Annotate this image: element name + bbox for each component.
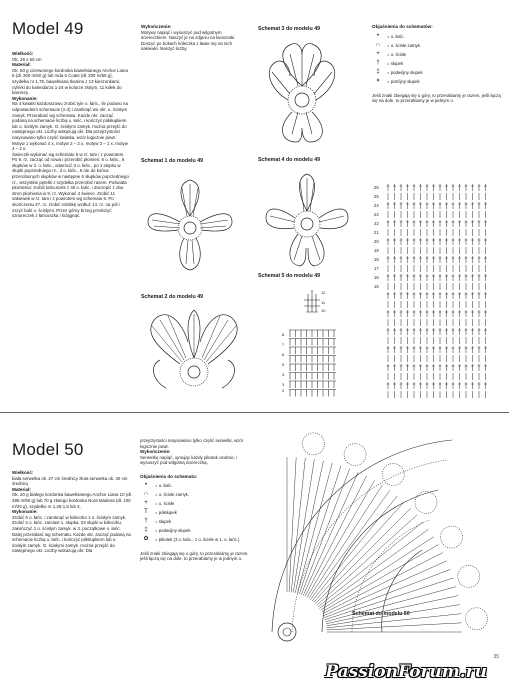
size-heading: Wielkość: bbox=[12, 51, 34, 56]
legend-text: = słupek bbox=[155, 519, 172, 525]
schema4-title: Schemat 4 do modelu 49 bbox=[258, 157, 321, 163]
m50-legend-item bbox=[140, 509, 256, 518]
work50-text: Zrobić 6 o. łańc. i zamknąć w kółeczko 1 o. ścisłym zamyk. Zrobić 3 o. łańc. zamiast 1. słupka, 23 słupki w kółeczku, zakończyć 1 o. ścisłym zamyk. w 3. początkowe o. łańc. Dalej przerabiać wg schematu. Każde okr. zacząć podaną na schemacie liczbą o. łańc. i kończyć półsłupkiem lub o. ścisłym zamyk. O. ścisłymi zamyk. można przejść do następnego okr. Liczby wskazują okr. Dla bbox=[12, 514, 131, 554]
legend-text: = pikotek (3 o. łańc., 1 o. ścisłe w 1. o. łańc.) bbox=[155, 537, 240, 543]
svg-text:3: 3 bbox=[282, 382, 285, 387]
schema4-diagram bbox=[262, 170, 352, 270]
schema1-title: Schemat 1 do modelu 49 bbox=[141, 158, 204, 164]
m49-legend-item bbox=[372, 51, 502, 60]
work-text: Na 4 kwiatki każdorazowo zrobić tyle o. łańc., ile podano na odpowiednim schemacie (1-4) i zamknąć we okr. o. ścisłym zamyk. Przerabiać wg schematu. Każde okr. zacząć podaną na schemacie liczbą o. łańc. i kończyć półsłupkiem lub o. ścisłym zamyk. O. ścisłymi zamyk. można przejść do następnego okr. Liczby wskazują okr. Dla przejrzystości narysowano tylko część kwiatka, wzór łogicznie powt. Motyw 1 wykonać 4 x, motyw 2 – 2 x, motyw 3 – 1 x, motyw 4 – 2 x. bbox=[12, 101, 128, 152]
legend-text: = podwójny słupek bbox=[155, 528, 191, 534]
stitch-symbol-icon: ‡ bbox=[144, 527, 148, 534]
m49-legend-item bbox=[372, 69, 502, 78]
size-text: Ok. 29 x 60 cm bbox=[12, 56, 42, 62]
row-number-label: 21 bbox=[374, 230, 379, 235]
size50-heading: Wielkość: bbox=[12, 470, 34, 475]
m50-legend-item bbox=[140, 518, 256, 527]
svg-text:2: 2 bbox=[282, 388, 285, 393]
stitch-symbol-icon: † bbox=[376, 60, 380, 67]
finish-text: Motywy napiąć i wysuszyć pod wilgotnym ściereczkiem. Naszyć je na zdjęciu na kieszonki. Doszyć po bokach kółeczka z ławie się na nich sakiewki. Naszyć liczby. bbox=[141, 29, 236, 52]
svg-text:5: 5 bbox=[282, 362, 285, 367]
stitch-symbol-icon: ⧧ bbox=[376, 78, 380, 85]
m50-legend-item bbox=[140, 536, 256, 545]
svg-text:6: 6 bbox=[282, 352, 285, 357]
row-number-label: 19 bbox=[374, 248, 379, 253]
legend-text: = o. ścisłe zamyk. bbox=[155, 492, 190, 498]
cont50-text: przejrzystości narysowano tylko część serwetki, wzór łogicznie powt. bbox=[140, 438, 244, 449]
watermark: PassionForum.ru bbox=[325, 662, 487, 682]
schema50-title: Schemat do modelu 50 bbox=[352, 611, 410, 617]
schema1-diagram bbox=[140, 170, 240, 280]
legend-text: = o. łańc. bbox=[155, 483, 173, 489]
row-number-label: 17 bbox=[374, 266, 379, 271]
stitch-symbol-icon: ∩ bbox=[143, 491, 149, 498]
finish50-text: Serwetkę napiąć, ujmując każdy pikotek osobno, i wysuszyć pod wilgotną ściereczką. bbox=[140, 454, 237, 466]
legend-text: = potrójny słupek bbox=[387, 79, 420, 85]
m50-legend-item bbox=[140, 491, 256, 500]
model50-mid-col bbox=[140, 438, 256, 562]
row-number-label: 24 bbox=[374, 203, 379, 208]
schema2-title: Schemat 2 do modelu 49 bbox=[141, 294, 204, 300]
material50-heading: Materiał: bbox=[12, 486, 31, 492]
svg-text:12: 12 bbox=[321, 290, 326, 295]
row-number-label: 23 bbox=[374, 212, 379, 217]
legend-text: = półsłupek bbox=[155, 510, 177, 516]
stitch-symbol-icon: • bbox=[376, 33, 380, 40]
material-text: Ok. 50 g czerwonego kordonka bawełnianego Anchor Liana 5 (dł. 200 m/50 g) lub Aida 5 Coats (dł. 200 m/50 g), szydełko nr 1,75, bawełniana tkanina z 13 kieszonkami, cyferki do kalendarza 1-24 w kolorze złotym, 11 kółek do karniszy. bbox=[12, 67, 128, 96]
legend-text: = słupek bbox=[387, 61, 404, 67]
m49-legend-item bbox=[372, 78, 502, 87]
section-divider bbox=[0, 412, 509, 413]
model50-text-col bbox=[12, 470, 132, 554]
stitch-symbol-icon: † bbox=[144, 518, 148, 525]
m50-legend-item bbox=[140, 527, 256, 536]
legend50-note: Jeśli znaki zbiegają się u góry, to przerabiamy je razem, jeśli łączą się na dole, to przerabiamy je w jednym o. bbox=[140, 550, 249, 562]
legend-text: = o. ścisłe bbox=[387, 52, 407, 58]
schema2-diagram bbox=[138, 302, 250, 394]
stitch-symbol-icon: + bbox=[144, 500, 148, 507]
model49-finish-col bbox=[141, 24, 249, 52]
legend-text: = podwójny słupek bbox=[387, 70, 423, 76]
stitch-symbol-icon: + bbox=[376, 51, 380, 58]
schema5-title: Schemat 5 do modelu 49 bbox=[258, 273, 321, 279]
row-number-label: 20 bbox=[374, 239, 379, 244]
model50-title: Model 50 bbox=[12, 440, 84, 459]
stitch-symbol-icon: • bbox=[144, 482, 148, 489]
legend50-heading: Objaśnienia do schematu: bbox=[140, 473, 198, 479]
legend-text: = o. łańc. bbox=[387, 34, 405, 40]
m49-legend-item bbox=[372, 60, 502, 69]
stitch-symbol-icon: T bbox=[144, 509, 148, 516]
stitch-symbol-icon: ✿ bbox=[143, 536, 149, 543]
row-number-label: 26 bbox=[374, 185, 379, 190]
schema6-diagram bbox=[370, 176, 506, 406]
svg-text:11: 11 bbox=[321, 300, 326, 305]
material50-text: Ok. 20 g białego kordonka bawełnianego Anchor Liana 10 (dł. 285 m/50 g) lub 70 g złotego kordonka Nora Madeira (dł. 100 m/25 g), szydełko nr 1,25-1,5 lub 2. bbox=[12, 492, 132, 509]
legend-text: = o. ścisłe bbox=[155, 501, 175, 507]
svg-text:4: 4 bbox=[282, 372, 285, 377]
finish50-heading: Wykończenie: bbox=[140, 449, 171, 455]
stitch-symbol-icon: ‡ bbox=[376, 69, 380, 76]
row-number-label: 22 bbox=[374, 221, 379, 226]
size50-text: biała serwetka ok. 27 cm średnicy złota serwetka ok. 40 cm średnicy bbox=[12, 475, 128, 487]
finish-heading: Wykończenie: bbox=[141, 24, 172, 29]
work-heading: Wykonanie: bbox=[12, 95, 38, 101]
schema3-title: Schemat 3 do modelu 49 bbox=[258, 26, 321, 32]
row-number-label: 16 bbox=[374, 275, 379, 280]
page-number: 35 bbox=[493, 654, 499, 660]
work50-heading: Wykonanie: bbox=[12, 509, 38, 515]
legend-text: = o. ścisłe zamyk. bbox=[387, 43, 422, 49]
legend-note: Jeśli znaki zbiegają się u góry, to przerabiamy je razem, jeśli łączą się na dole, to przerabiamy je w jednym o. bbox=[372, 92, 501, 104]
row-number-label: 25 bbox=[374, 194, 379, 199]
model49-text-col bbox=[12, 51, 129, 219]
row-number-label: 15 bbox=[374, 284, 379, 289]
schema3-diagram bbox=[262, 38, 342, 146]
row-number-label: 18 bbox=[374, 257, 379, 262]
model49-legend bbox=[372, 24, 502, 104]
schema5-diagram bbox=[280, 286, 352, 396]
candle-text: Świeczki wykonać wg schematu 5 w rz. tam i z powrotem. Po 9. rz. zacząć od nowa i przerobić płomień. 6 o. łańc., 6 słupków w 3. o. łańc., odwrócić 3 o. łańc., po 1 słupku w słupki poprzedniego rz., 3 o. łańc., 6 nie do końca przerobionych słupków w następne 6 słupków poprzedniego rz., wszystkie pętelki z szydełka przerobić razem. Poświata płomienia: zrobić łańcuszek z 40 o. łańc. i doczepić z obu stron płomienia w 9. rz. Wykonać 4 świece. Zrobić 11 sakiewek w rz. tam i z powrotem wg schematu 6. Po skończeniu 27. rz. zrobić robótkę wzdłuż 14. rz. na pół i zszyć boki o. ścisłymi. Przez górny brzeg przełożyć sznureczek z łańcuszka i ściągnąć. bbox=[12, 151, 129, 219]
stitch-symbol-icon: ∩ bbox=[375, 42, 381, 49]
svg-text:10: 10 bbox=[321, 308, 326, 313]
m50-legend-item bbox=[140, 482, 256, 491]
m49-legend-item bbox=[372, 33, 502, 42]
legend-heading: Objaśnienia do schematów: bbox=[372, 24, 433, 29]
model49-title: Model 49 bbox=[12, 19, 84, 38]
m49-legend-item bbox=[372, 42, 502, 51]
svg-text:8: 8 bbox=[282, 332, 285, 337]
svg-text:7: 7 bbox=[282, 342, 285, 347]
material-heading: Materiał: bbox=[12, 62, 31, 68]
m50-legend-item bbox=[140, 500, 256, 509]
